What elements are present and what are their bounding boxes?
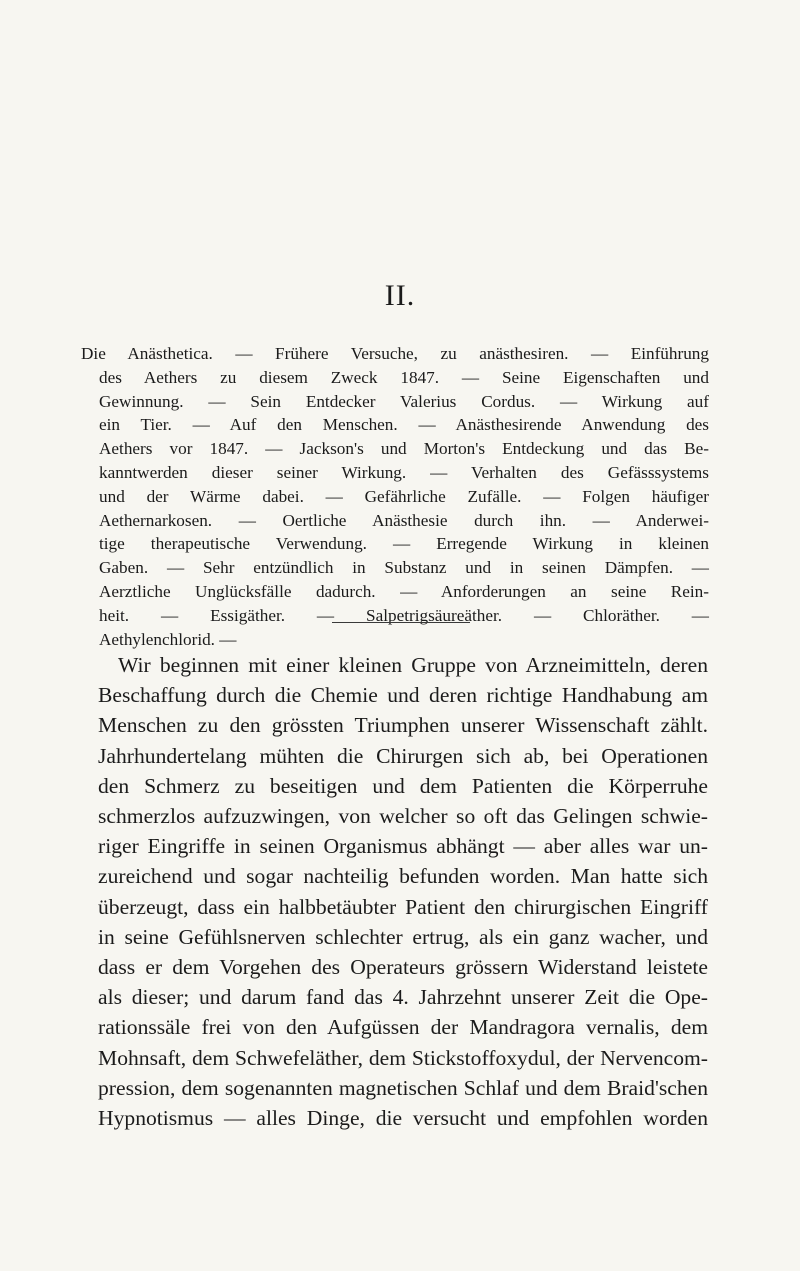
summary-line: heit. — Essigäther. — Salpetrigsäureäther. — Chloräther. — [99,605,709,625]
summary-line: Gaben. — Sehr entzündlich in Substanz und in seinen Dämpfen. — [99,558,709,578]
summary-line: Aethernarkosen. — Oertliche Anästhesie durch ihn. — Anderwei- [99,510,709,530]
chapter-number: II. [384,279,416,312]
body-line: Wir beginnen mit einer kleinen Gruppe von Arzneimitteln, deren [118,653,708,677]
summary-line: Aethylenchlorid. — [99,629,237,649]
body-line: schmerzlos aufzuzwingen, von welcher so oft das Gelingen schwie- [98,804,708,829]
body-paragraph [98,650,708,1133]
body-line: als dieser; und darum fand das 4. Jahrzehnt unserer Zeit die Ope- [98,985,708,1010]
body-line: riger Eingriffe in seinen Organismus abhängt — aber alles war un- [98,834,708,859]
summary-line: Aerztliche Unglücksfälle dadurch. — Anforderungen an seine Rein- [99,581,709,601]
body-line: zureichend und sogar nachteilig befunden worden. Man hatte sich [98,864,708,889]
section-divider [332,622,470,623]
summary-line: Die Anästhetica. — Frühere Versuche, zu anästhesiren. — Einführung [81,344,709,363]
body-line: den Schmerz zu beseitigen und dem Patienten die Körperruhe [98,773,708,798]
body-line: Mohnsaft, dem Schwefeläther, dem Stickstoffoxydul, der Nervencom- [98,1045,708,1070]
body-line: pression, dem sogenannten magnetischen Schlaf und dem Braid'schen [98,1075,708,1100]
body-line: Jahrhundertelang mühten die Chirurgen sich ab, bei Operationen [98,743,708,768]
summary-line: Aethers vor 1847. — Jackson's und Morton's Entdeckung und das Be- [99,439,709,459]
body-line: überzeugt, dass ein halbbetäubter Patient den chirurgischen Eingriff [98,894,708,919]
body-line: in seine Gefühlsnerven schlechter ertrug, als ein ganz wacher, und [98,924,708,949]
body-line: dass er dem Vorgehen des Operateurs grössern Widerstand leistete [98,955,708,980]
summary-line: des Aethers zu diesem Zweck 1847. — Seine Eigenschaften und [99,367,709,387]
summary-line: kanntwerden dieser seiner Wirkung. — Verhalten des Gefässsystems [99,462,709,482]
body-line: Beschaffung durch die Chemie und deren richtige Handhabung am [98,683,708,708]
summary-line: tige therapeutische Verwendung. — Erregende Wirkung in kleinen [99,534,709,554]
body-line: rationssäle frei von den Aufgüssen der Mandragora vernalis, dem [98,1015,708,1040]
summary-line: ein Tier. — Auf den Menschen. — Anästhesirende Anwendung des [99,415,709,435]
body-line: Menschen zu den grössten Triumphen unserer Wissenschaft zählt. [98,713,708,738]
body-line: Hypnotismus — alles Dinge, die versucht und empfohlen worden [98,1106,708,1131]
chapter-summary [81,342,709,651]
summary-line: und der Wärme dabei. — Gefährliche Zufälle. — Folgen häufiger [99,486,709,506]
summary-line: Gewinnung. — Sein Entdecker Valerius Cordus. — Wirkung auf [99,391,709,411]
